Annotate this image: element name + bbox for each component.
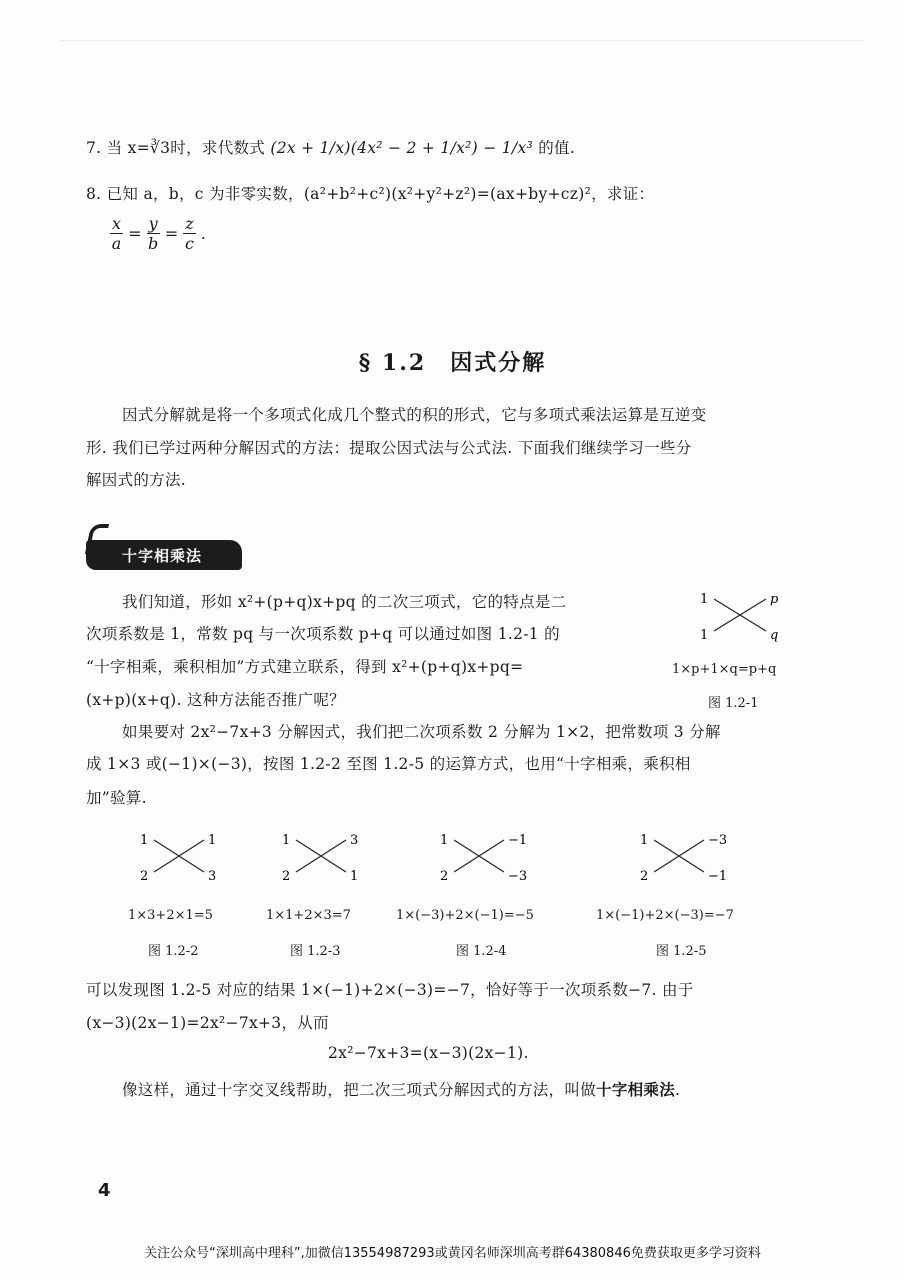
- exercise-8-line: 8. 已知 a，b，c 为非零实数，(a²+b²+c²)(x²+y²+z²)=(ax+by+cz)²，求证：: [86, 185, 655, 203]
- figure-caption-5: 图 1.2-5: [656, 944, 707, 959]
- figure-1-2-1-caption: 图 1.2-1: [708, 696, 759, 711]
- exercise-7-prefix: 7. 当 x=∛3时，求代数式: [86, 139, 266, 157]
- para3-line-1: 可以发现图 1.2-5 对应的结果 1×(−1)+2×(−3)=−7，恰好等于一次项系数−7. 由于: [86, 981, 694, 999]
- figure-1-2-1-formula: 1×p+1×q=p+q: [672, 662, 777, 677]
- cross-top-right: p: [770, 592, 779, 607]
- intro-line-2: 形. 我们已学过两种分解因式的方法：提取公因式法与公式法. 下面我们继续学习一些分: [86, 439, 692, 457]
- cross-top-left: 1: [700, 592, 709, 607]
- exercise-7: [86, 136, 575, 158]
- exercise-7-suffix: 的值.: [538, 139, 576, 157]
- para2-line-2: 成 1×3 或(−1)×(−3)，按图 1.2-2 至图 1.2-5 的运算方式，也用“十字相乘，乘积相: [86, 755, 691, 773]
- figure-cross-3: [262, 826, 392, 890]
- para1-line-1: 我们知道，形如 x²+(p+q)x+pq 的二次三项式，它的特点是二: [122, 593, 567, 611]
- footer-notice: 关注公众号“深圳高中理科”,加微信13554987293或黄冈名师深圳高考群64380846免费获取更多学习资料: [144, 1246, 761, 1261]
- figure-formula-3: 1×1+2×3=7: [266, 908, 351, 923]
- exercise-8-fractions: $\frac{x}{a}$ = $\frac{y}{b}$ = $\frac{z}{c}$ .: [111, 214, 206, 253]
- para4-suffix: .: [675, 1081, 681, 1099]
- fraction-y-over-b: $\frac{y}{b}$: [148, 214, 159, 253]
- para1-line-4: (x+p)(x+q). 这种方法能否推广呢？: [86, 691, 345, 709]
- cross-top-left: 1: [640, 833, 649, 848]
- para3-line-2: (x−3)(2x−1)=2x²−7x+3，从而: [86, 1014, 329, 1032]
- cross-bottom-right: 3: [208, 869, 217, 884]
- exercise-7-expression: (2x + 1/x)(4x² − 2 + 1/x²) − 1/x³: [270, 139, 533, 157]
- figure-cross-2: [120, 826, 250, 890]
- intro-line-3: 解因式的方法.: [86, 471, 187, 489]
- subsection-label: 十字相乘法: [122, 547, 203, 565]
- figure-cross-4: [420, 826, 550, 890]
- fraction-x-over-a: $\frac{x}{a}$: [111, 214, 122, 253]
- para1-line-2: 次项系数是 1，常数 pq 与一次项系数 p+q 可以通过如图 1.2-1 的: [86, 625, 560, 643]
- cross-top-right: 3: [350, 833, 359, 848]
- cross-top-left: 1: [440, 833, 449, 848]
- figure-caption-2: 图 1.2-2: [148, 944, 199, 959]
- figure-cross-5: [620, 826, 750, 890]
- cross-top-right: −3: [708, 833, 728, 848]
- cross-top-right: 1: [208, 833, 217, 848]
- intro-line-1: 因式分解就是将一个多项式化成几个整式的积的形式，它与多项式乘法运算是互逆变: [122, 406, 707, 424]
- para2-line-3: 加”验算.: [86, 789, 147, 807]
- cross-bottom-left: 2: [440, 869, 449, 884]
- para1-line-3: “十字相乘，乘积相加”方式建立联系，得到 x²+(p+q)x+pq=: [86, 658, 524, 676]
- fraction-z-over-c: $\frac{z}{c}$: [185, 214, 194, 253]
- cross-top-right: −1: [508, 833, 528, 848]
- para2-line-1: 如果要对 2x²−7x+3 分解因式，我们把二次项系数 2 分解为 1×2，把常数项 3 分解: [122, 723, 721, 741]
- figure-formula-2: 1×3+2×1=5: [128, 908, 213, 923]
- para4-prefix: 像这样，通过十字交叉线帮助，把二次三项式分解因式的方法，叫做: [122, 1081, 597, 1099]
- section-title: § 1.2 因式分解: [358, 350, 547, 376]
- cross-bottom-right: 1: [350, 869, 359, 884]
- cross-top-left: 1: [140, 833, 149, 848]
- figure-caption-4: 图 1.2-4: [456, 944, 507, 959]
- para4-term: 十字相乘法: [596, 1080, 676, 1099]
- figure-formula-4: 1×(−3)+2×(−1)=−5: [396, 908, 534, 923]
- figure-formula-5: 1×(−1)+2×(−3)=−7: [596, 908, 734, 923]
- para4-definition: [122, 1078, 680, 1100]
- cross-bottom-left: 2: [282, 869, 291, 884]
- cross-bottom-left: 2: [140, 869, 149, 884]
- cross-bottom-right: q: [770, 628, 779, 643]
- cross-bottom-right: −3: [508, 869, 528, 884]
- cross-bottom-left: 2: [640, 869, 649, 884]
- cross-bottom-left: 1: [700, 628, 709, 643]
- figure-1-2-1-cross: [680, 585, 810, 655]
- cross-bottom-right: −1: [708, 869, 728, 884]
- page-number: 4: [98, 1180, 111, 1201]
- figure-caption-3: 图 1.2-3: [290, 944, 341, 959]
- cross-top-left: 1: [282, 833, 291, 848]
- para3-formula: 2x²−7x+3=(x−3)(2x−1).: [328, 1044, 529, 1062]
- top-rule: [60, 40, 865, 41]
